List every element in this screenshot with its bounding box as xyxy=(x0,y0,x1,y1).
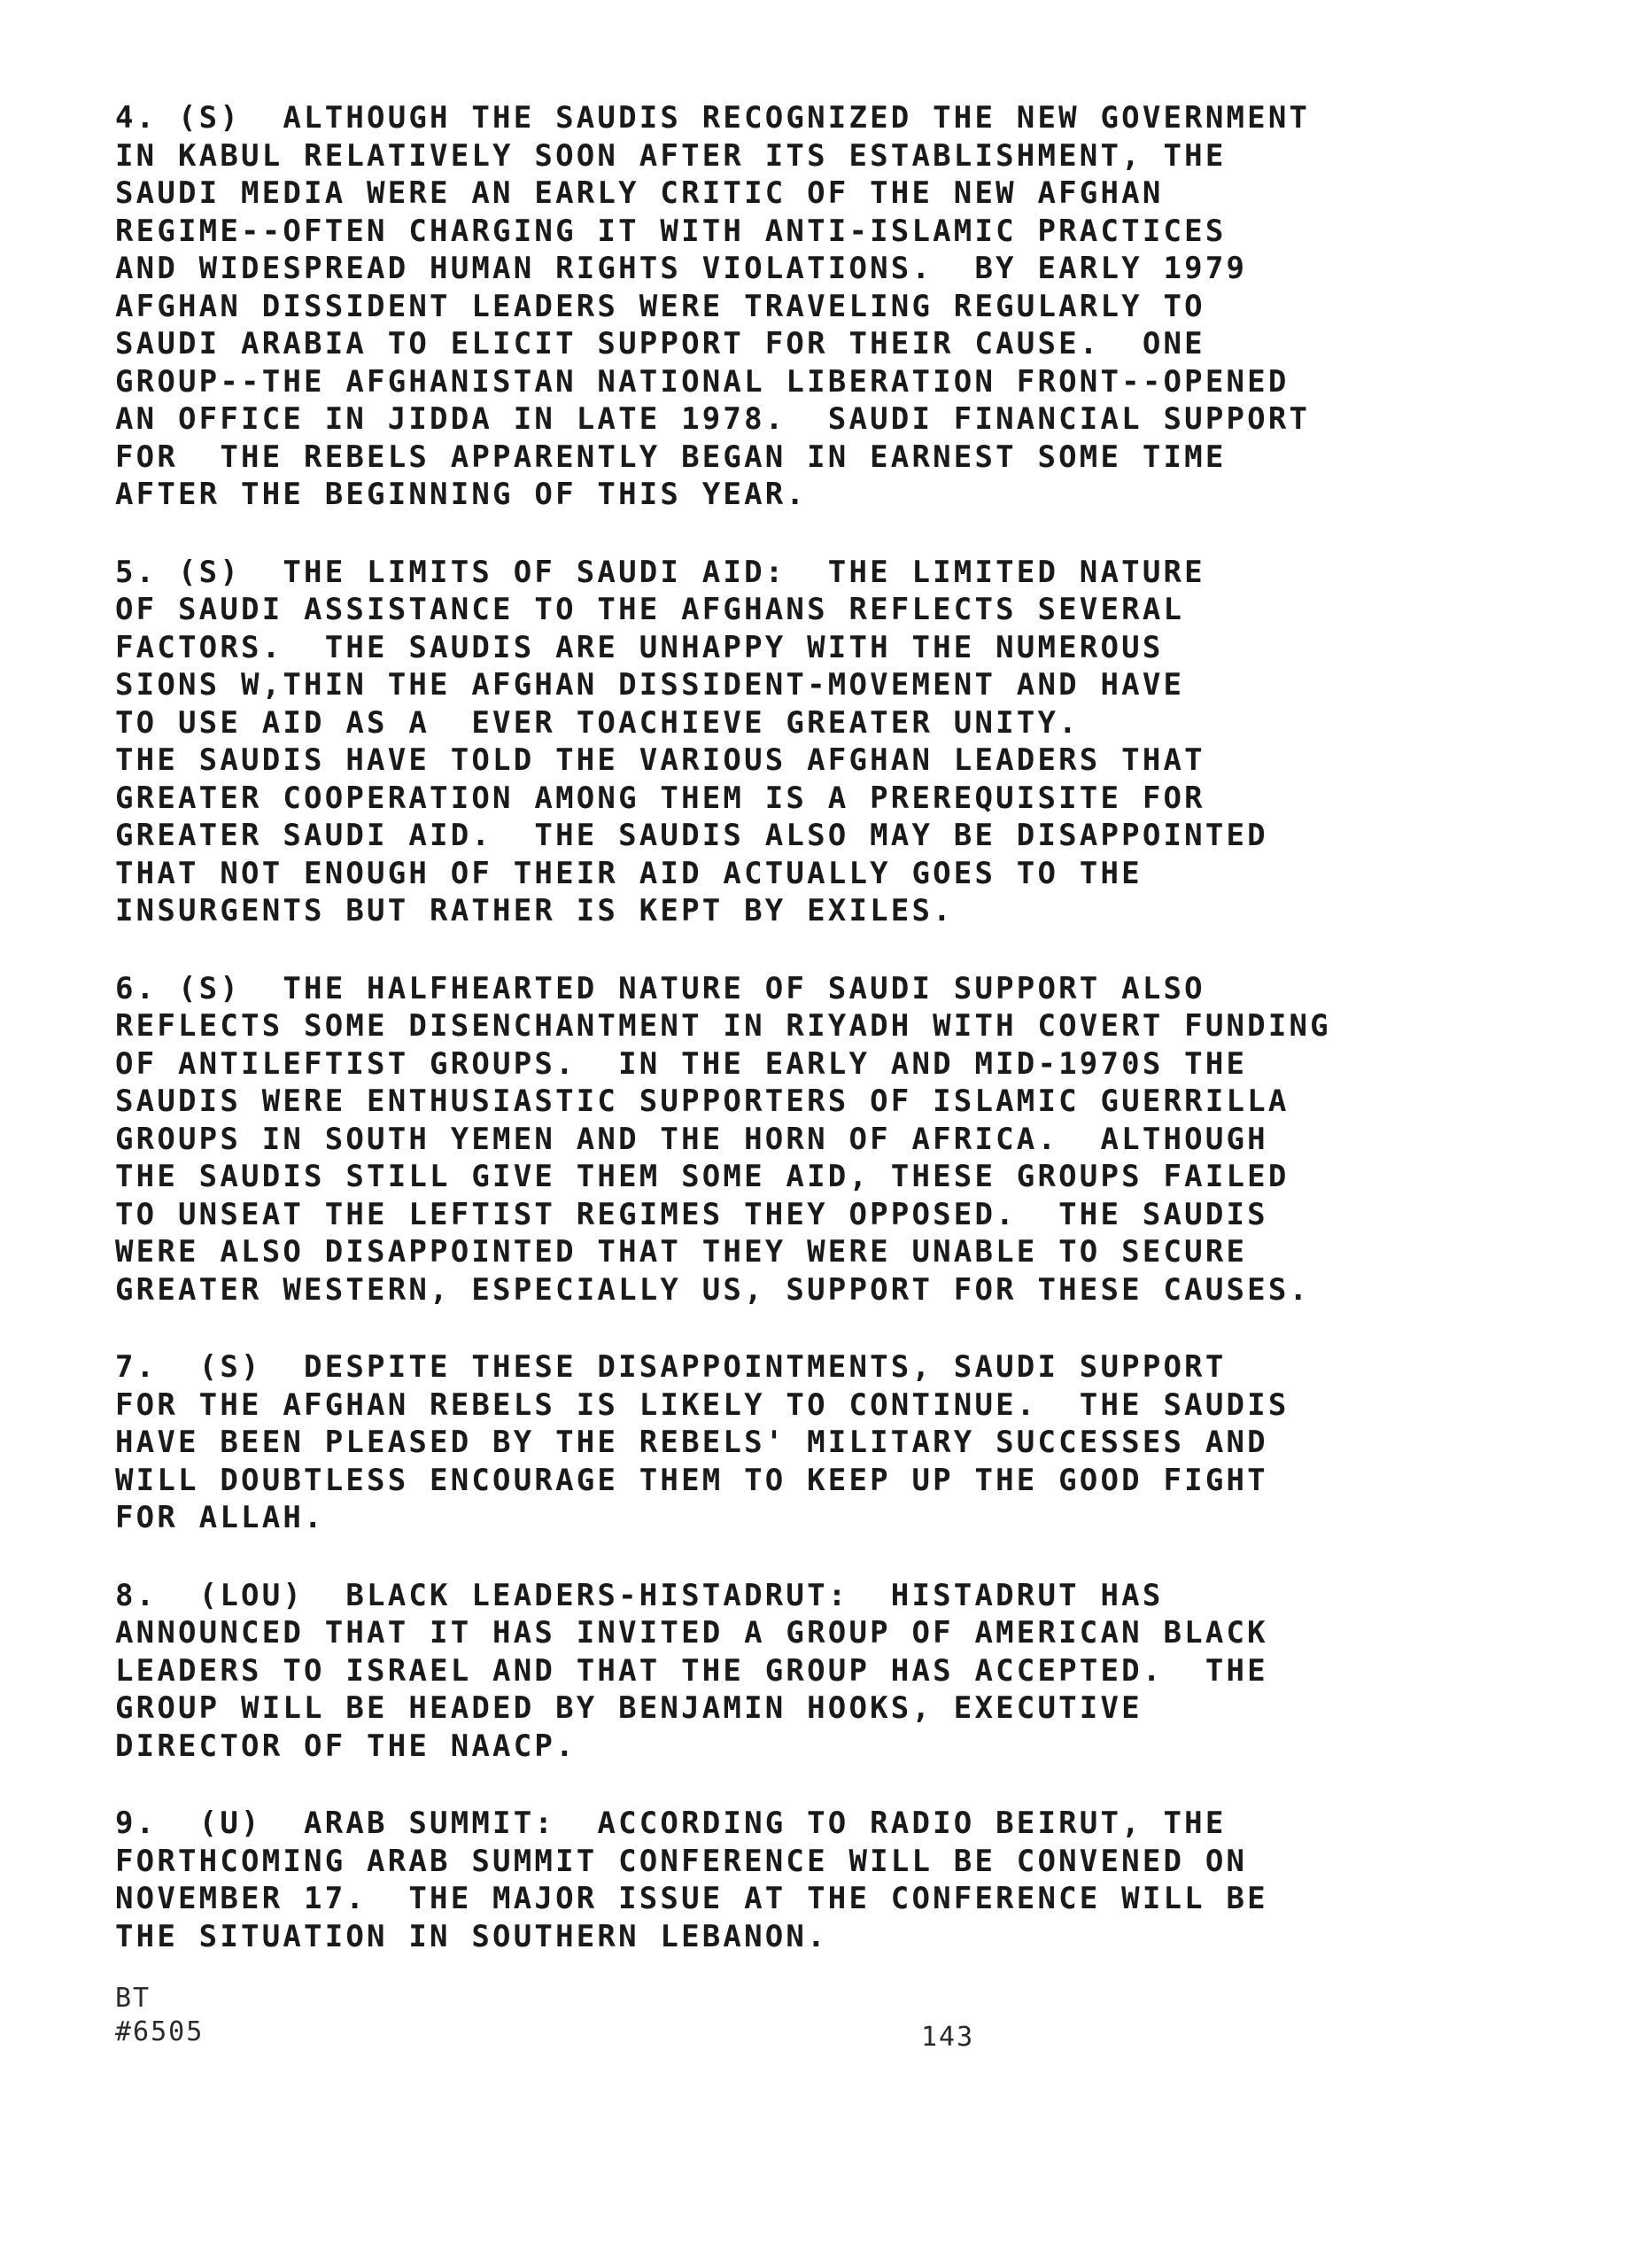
text-line: OF ANTILEFTIST GROUPS. IN THE EARLY AND MID-1970S THE xyxy=(115,1045,1248,1082)
text-line: THE SAUDIS HAVE TOLD THE VARIOUS AFGHAN LEADERS THAT xyxy=(115,742,1205,778)
text-line: 4. (S) ALTHOUGH THE SAUDIS RECOGNIZED THE NEW GOVERNMENT xyxy=(115,100,1311,136)
text-line: REGIME--OFTEN CHARGING IT WITH ANTI-ISLAMIC PRACTICES xyxy=(115,213,1227,249)
text-line: 6. (S) THE HALFHEARTED NATURE OF SAUDI SUPPORT ALSO xyxy=(115,970,1205,1006)
text-line: HAVE BEEN PLEASED BY THE REBELS' MILITARY SUCCESSES AND xyxy=(115,1425,1268,1460)
text-line: INSURGENTS BUT RATHER IS KEPT BY EXILES. xyxy=(115,893,954,928)
text-line: AFGHAN DISSIDENT LEADERS WERE TRAVELING REGULARLY TO xyxy=(115,288,1205,324)
paragraph-7 xyxy=(115,1348,1461,1537)
text-line: GROUP--THE AFGHANISTAN NATIONAL LIBERATION FRONT--OPENED xyxy=(115,363,1290,400)
text-line: WILL DOUBTLESS ENCOURAGE THEM TO KEEP UP THE GOOD FIGHT xyxy=(115,1462,1268,1498)
text-line: FOR THE REBELS APPARENTLY BEGAN IN EARNEST SOME TIME xyxy=(115,439,1227,475)
text-line: THAT NOT ENOUGH OF THEIR AID ACTUALLY GOES TO THE xyxy=(115,855,1143,891)
message-id: #6505 xyxy=(115,2016,205,2047)
text-line: SIONS W,THIN THE AFGHAN DISSIDENT-MOVEMENT AND HAVE xyxy=(115,667,1185,703)
text-line: GREATER COOPERATION AMONG THEM IS A PREREQUISITE FOR xyxy=(115,780,1205,816)
text-line: GROUPS IN SOUTH YEMEN AND THE HORN OF AFRICA. ALTHOUGH xyxy=(115,1121,1268,1157)
text-line: GROUP WILL BE HEADED BY BENJAMIN HOOKS, EXECUTIVE xyxy=(115,1690,1143,1726)
paragraph-5 xyxy=(115,554,1461,930)
text-line: TO UNSEAT THE LEFTIST REGIMES THEY OPPOSED. THE SAUDIS xyxy=(115,1196,1268,1232)
text-line: SAUDIS WERE ENTHUSIASTIC SUPPORTERS OF ISLAMIC GUERRILLA xyxy=(115,1084,1290,1119)
text-line: AND WIDESPREAD HUMAN RIGHTS VIOLATIONS. BY EARLY 1979 xyxy=(115,251,1248,286)
text-line: 8. (LOU) BLACK LEADERS-HISTADRUT: HISTADRUT HAS xyxy=(115,1577,1164,1613)
text-line: SAUDI ARABIA TO ELICIT SUPPORT FOR THEIR CAUSE. ONE xyxy=(115,326,1205,361)
text-line: OF SAUDI ASSISTANCE TO THE AFGHANS REFLECTS SEVERAL xyxy=(115,592,1185,627)
text-line: FACTORS. THE SAUDIS ARE UNHAPPY WITH THE NUMEROUS xyxy=(115,629,1164,665)
text-line: REFLECTS SOME DISENCHANTMENT IN RIYADH WITH COVERT FUNDING xyxy=(115,1008,1331,1044)
text-line: GREATER WESTERN, ESPECIALLY US, SUPPORT FOR THESE CAUSES. xyxy=(115,1271,1311,1308)
text-line: AFTER THE BEGINNING OF THIS YEAR. xyxy=(115,477,808,512)
paragraph-6 xyxy=(115,970,1461,1309)
paragraph-4 xyxy=(115,99,1461,514)
text-line: DIRECTOR OF THE NAACP. xyxy=(115,1728,577,1764)
paragraph-9 xyxy=(115,1805,1461,1955)
text-line: AN OFFICE IN JIDDA IN LATE 1978. SAUDI FINANCIAL SUPPORT xyxy=(115,401,1311,437)
text-line: FOR THE AFGHAN REBELS IS LIKELY TO CONTINUE. THE SAUDIS xyxy=(115,1386,1290,1423)
text-line: FOR ALLAH. xyxy=(115,1500,325,1535)
text-line: ANNOUNCED THAT IT HAS INVITED A GROUP OF AMERICAN BLACK xyxy=(115,1615,1268,1651)
paragraph-8 xyxy=(115,1577,1461,1766)
text-line: LEADERS TO ISRAEL AND THAT THE GROUP HAS ACCEPTED. THE xyxy=(115,1652,1268,1689)
text-line: SAUDI MEDIA WERE AN EARLY CRITIC OF THE NEW AFGHAN xyxy=(115,175,1164,211)
end-mark: BT xyxy=(115,1983,151,2014)
text-line: THE SAUDIS STILL GIVE THEM SOME AID, THESE GROUPS FAILED xyxy=(115,1159,1290,1194)
page-number: 143 xyxy=(921,2022,975,2053)
text-line: FORTHCOMING ARAB SUMMIT CONFERENCE WILL BE CONVENED ON xyxy=(115,1843,1248,1879)
text-line: 7. (S) DESPITE THESE DISAPPOINTMENTS, SAUDI SUPPORT xyxy=(115,1349,1227,1385)
text-line: WERE ALSO DISAPPOINTED THAT THEY WERE UNABLE TO SECURE xyxy=(115,1234,1248,1270)
text-line: NOVEMBER 17. THE MAJOR ISSUE AT THE CONFERENCE WILL BE xyxy=(115,1881,1268,1916)
cable-text xyxy=(115,99,1461,1955)
text-line: THE SITUATION IN SOUTHERN LEBANON. xyxy=(115,1918,828,1954)
text-line: GREATER SAUDI AID. THE SAUDIS ALSO MAY BE DISAPPOINTED xyxy=(115,818,1268,853)
text-line: 9. (U) ARAB SUMMIT: ACCORDING TO RADIO BEIRUT, THE xyxy=(115,1806,1227,1841)
text-line: 5. (S) THE LIMITS OF SAUDI AID: THE LIMITED NATURE xyxy=(115,554,1205,590)
text-line: IN KABUL RELATIVELY SOON AFTER ITS ESTABLISHMENT, THE xyxy=(115,137,1227,174)
text-line: TO USE AID AS A EVER TOACHIEVE GREATER UNITY. xyxy=(115,704,1080,741)
